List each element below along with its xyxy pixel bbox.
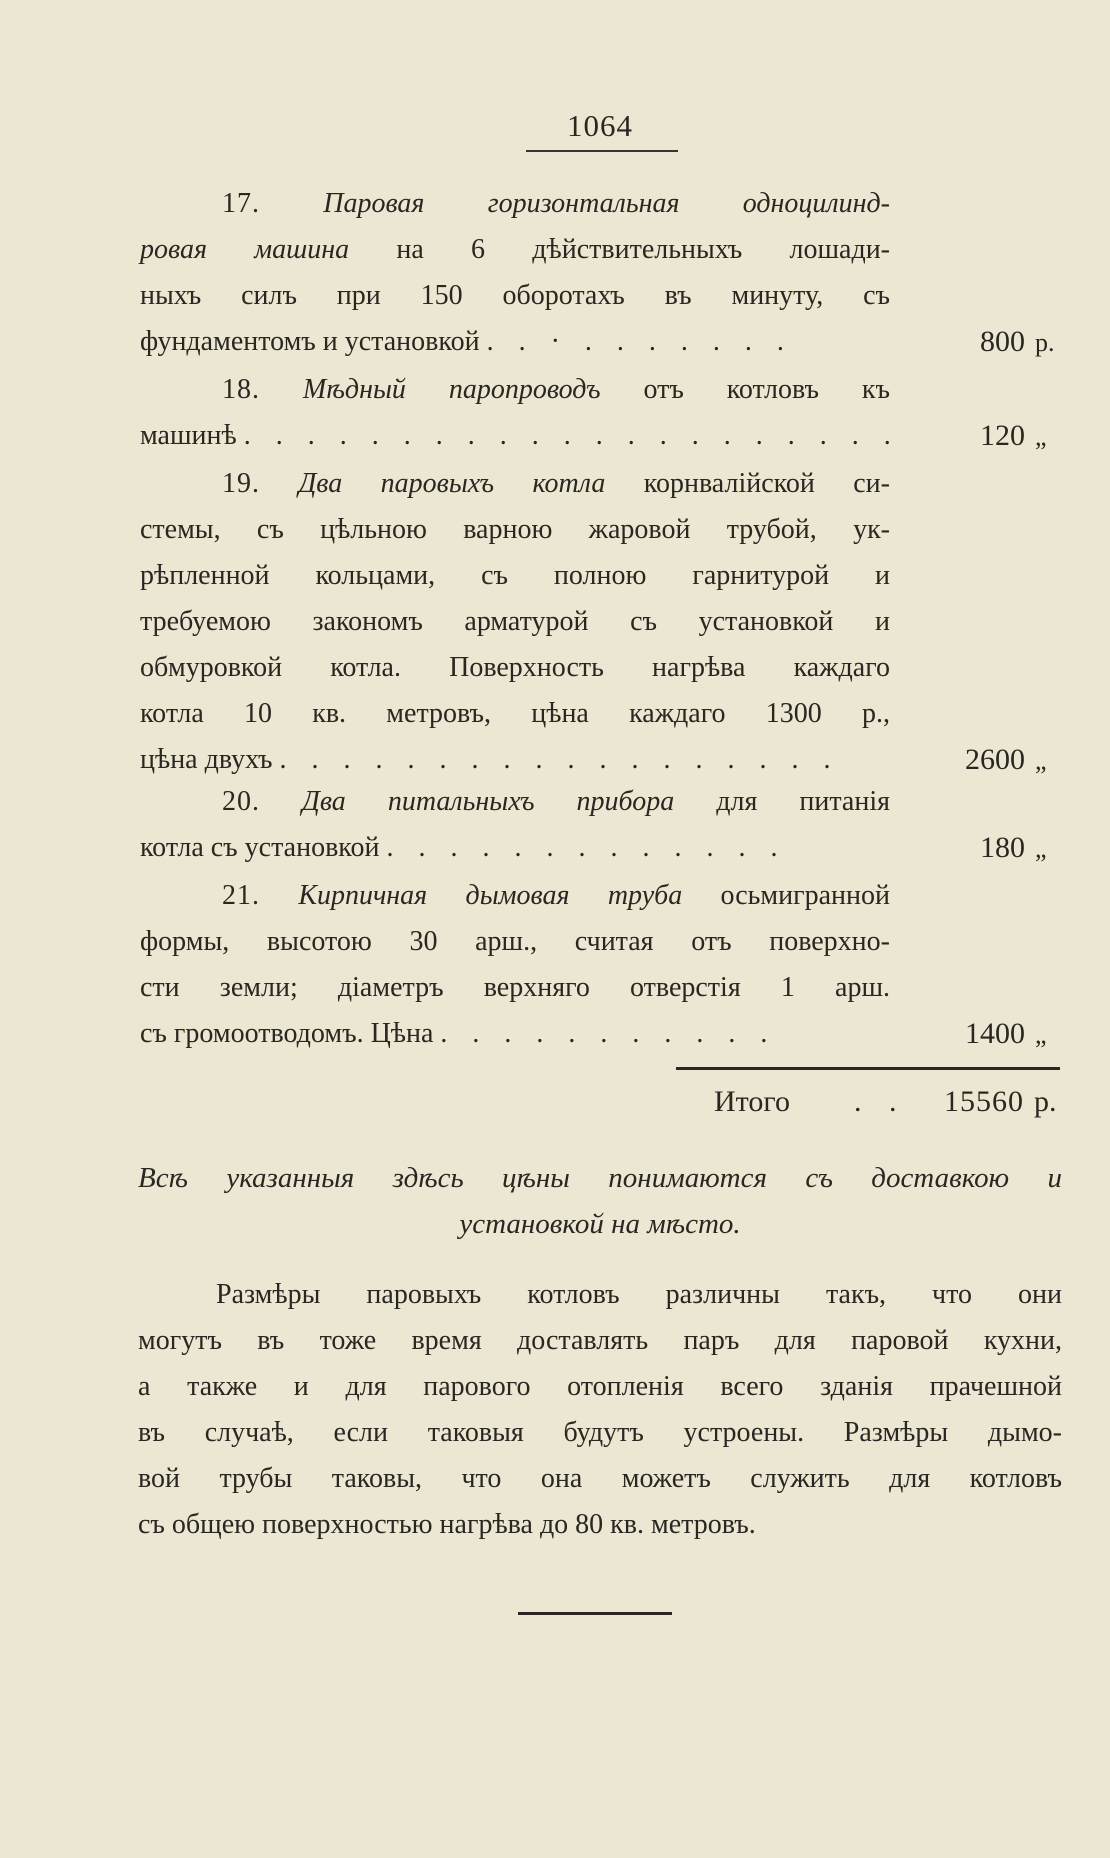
note-line: установкой на мѣсто. [459,1208,741,1240]
item-text: осьмигранной [682,880,890,911]
item-number: 21. [222,880,260,911]
item-title: Паровая горизонтальная одноцилинд- [323,188,891,219]
item-text: формы, высотою 30 арш., считая отъ поверхно- [140,926,890,957]
item-line [222,184,890,224]
total-value: 15560 [944,1085,1024,1118]
item-text: котла съ установкой [140,832,380,863]
sum-rule [676,1067,1060,1070]
item-line [140,1014,890,1054]
item-line [140,828,890,868]
item-line [140,416,900,456]
item-text: ныхъ силъ при 150 оборотахъ въ минуту, съ [140,280,890,311]
item-title: Два питальныхъ прибора [302,786,675,817]
leader-dots: . . . . . . . . . . . . . . . . . . . . . [243,420,900,451]
price-unit: „ [1035,1020,1047,1049]
item-number: 20. [222,786,260,817]
total-label: Итого [714,1085,790,1118]
item-text: машинѣ [140,420,237,451]
price-unit: „ [1035,834,1047,863]
item-title: Мѣдный паропроводъ [302,374,601,405]
item-number: 19. [222,468,260,499]
item-text: требуемою закономъ арматурой съ установкой и [140,606,890,637]
item-text: на 6 дѣйствительныхъ лошади- [349,234,890,265]
item-line [140,740,890,780]
price-value: 800 [980,325,1025,358]
item-text: отъ котловъ къ [600,374,890,405]
item-line [222,370,890,410]
item-number: 18. [222,374,260,405]
item-text: обмуровкой котла. Поверхность нагрѣва каждаго [140,652,890,683]
item-text: корнвалійской си- [605,468,890,499]
price-value: 1400 [965,1017,1025,1050]
paragraph-line: Размѣры паровыхъ котловъ различны такъ, что они [216,1279,1062,1310]
leader-dots: . . · . . . . . . . [486,326,793,357]
total-dots: . . [854,1085,907,1118]
price-unit: р. [1035,328,1055,357]
item-line [140,694,890,734]
leader-dots: . . . . . . . . . . . [440,1018,777,1049]
paragraph-line: а также и для парового отопленія всего зданія прачешной [138,1371,1062,1402]
item-line [222,876,890,916]
item-text: рѣпленной кольцами, съ полною гарнитурой и [140,560,890,591]
item-title: Кирпичная дымовая труба [298,880,683,911]
paragraph-line: вой трубы таковы, что она можетъ служить для котловъ [138,1463,1062,1494]
leader-dots: . . . . . . . . . . . . . [386,832,787,863]
leader-dots: . . . . . . . . . . . . . . . . . . [279,744,840,775]
page-number: 1064 [567,108,633,143]
item-text: фундаментомъ и установкой [140,326,480,357]
item-price [910,828,1060,869]
item-text: сти земли; діаметръ верхняго отверстія 1 арш. [140,972,890,1003]
price-value: 120 [980,419,1025,452]
item-line [222,464,890,504]
item-price [910,322,1060,363]
item-text: стемы, съ цѣльною варною жаровой трубой, ук- [140,514,890,545]
item-line [222,782,890,822]
item-text: цѣна двухъ [140,744,273,775]
item-line [140,510,890,550]
item-line [140,322,890,362]
item-line [140,648,890,688]
item-text: котла 10 кв. метровъ, цѣна каждаго 1300 р., [140,698,890,729]
page-number-rule [526,150,678,152]
price-value: 2600 [965,743,1025,776]
total-unit: р. [1034,1085,1057,1118]
item-text: съ громоотводомъ. Цѣна [140,1018,434,1049]
item-line [140,556,890,596]
note-line: Всѣ указанныя здѣсь цѣны понимаются съ доставкою и [138,1162,1062,1194]
item-line [140,276,890,316]
item-line [140,602,890,642]
price-unit: „ [1035,746,1047,775]
item-title: ровая машина [140,234,350,265]
item-price [910,740,1060,781]
item-line [140,968,890,1008]
paragraph-line: могутъ въ тоже время доставлять паръ для паровой кухни, [138,1325,1062,1356]
end-rule [518,1612,672,1615]
item-line [140,922,890,962]
item-number: 17. [222,188,260,219]
item-line [140,230,890,270]
paragraph-line: съ общею поверхностью нагрѣва до 80 кв. метровъ. [138,1509,756,1540]
paragraph-line: въ случаѣ, если таковыя будутъ устроены. Размѣры дымо- [138,1417,1062,1448]
item-text: для питанія [674,786,890,817]
price-unit: „ [1035,422,1047,451]
item-price [910,416,1060,457]
item-title: Два паровыхъ котла [298,468,606,499]
item-price [910,1014,1060,1055]
total-row [714,1082,1057,1122]
price-value: 180 [980,831,1025,864]
